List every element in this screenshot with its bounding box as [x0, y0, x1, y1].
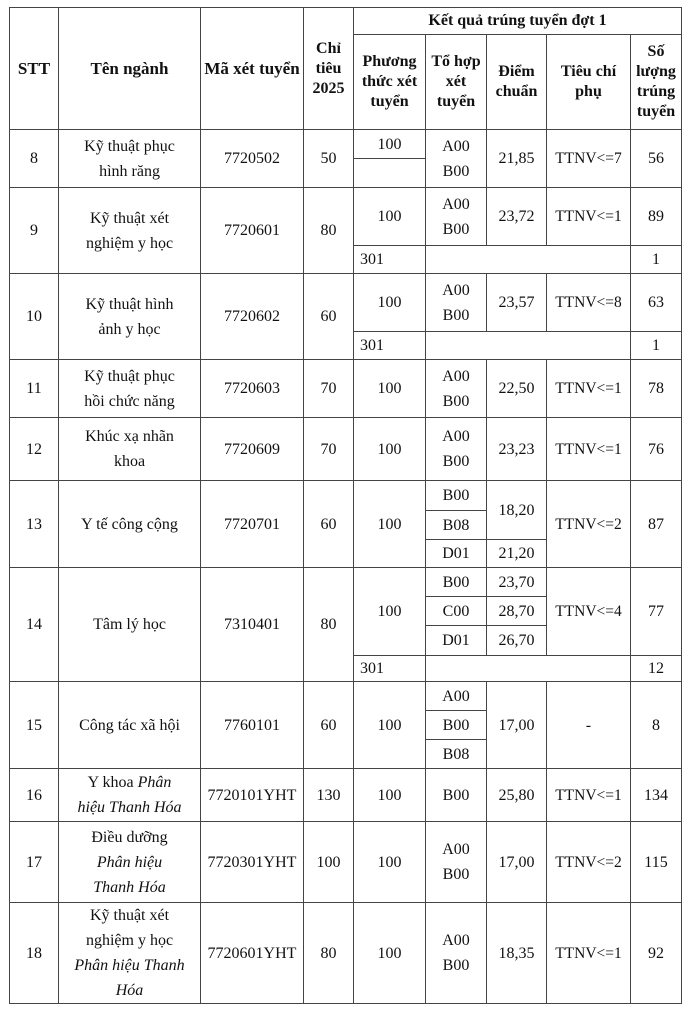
major-name-line: Điều dưỡng — [91, 828, 168, 846]
header-so-luong-line: lượng — [636, 63, 676, 80]
cell-combo: B00 — [426, 481, 487, 511]
cell-method-empty — [354, 159, 426, 188]
cell-criteria: TTNV<=7 — [547, 130, 631, 188]
header-tieu-chi — [547, 35, 631, 130]
cell-admission-code: 7310401 — [201, 568, 304, 682]
combo: B00 — [442, 866, 470, 883]
combo: B00 — [442, 220, 470, 238]
major-name-italic: Phân hiệu Thanh — [74, 957, 185, 974]
cell-quota: 60 — [304, 682, 354, 769]
cell-cutoff-score: 26,70 — [487, 626, 547, 656]
major-name-italic: Thanh Hóa — [93, 878, 166, 896]
cell-quota: 100 — [304, 822, 354, 903]
cell-admitted-extra: 1 — [631, 332, 682, 360]
cell-admission-code: 7720301YHT — [201, 822, 304, 903]
cell-stt: 14 — [10, 568, 59, 682]
cell-cutoff-score: 28,70 — [487, 597, 547, 626]
cell-stt: 10 — [10, 274, 59, 360]
cell-admission-code: 7720603 — [201, 360, 304, 418]
major-name-line: hình răng — [99, 162, 160, 180]
cell-stt: 16 — [10, 769, 59, 822]
cell-cutoff-score: 18,20 — [487, 481, 547, 540]
cell-method: 100 — [354, 822, 426, 903]
cell-combo: B08 — [426, 740, 487, 769]
cell-cutoff-score: 21,85 — [487, 130, 547, 188]
cell-combo: B00 — [426, 568, 487, 597]
combo: B00 — [442, 392, 470, 410]
cell-combos — [426, 274, 487, 332]
cell-admission-code: 7720602 — [201, 274, 304, 360]
cell-combo: B00 — [426, 769, 487, 822]
header-ket-qua: Kết quả trúng tuyển đợt 1 — [354, 8, 682, 35]
cell-admitted: 76 — [631, 418, 682, 481]
cell-method: 100 — [354, 481, 426, 568]
cell-criteria: TTNV<=2 — [547, 822, 631, 903]
cell-admission-code: 7720601YHT — [201, 903, 304, 1004]
combo: A00 — [442, 367, 470, 385]
cell-combos — [426, 360, 487, 418]
cell-combo: B00 — [426, 711, 487, 740]
major-name-line: Kỹ thuật phục — [84, 137, 175, 155]
cell-admitted-extra: 1 — [631, 246, 682, 274]
cell-method: 100 — [354, 769, 426, 822]
combo: A00 — [442, 195, 470, 213]
cell-stt: 17 — [10, 822, 59, 903]
cell-admission-code: 7720701 — [201, 481, 304, 568]
cell-cutoff-score: 25,80 — [487, 769, 547, 822]
major-name-line: Kỹ thuật xét — [89, 907, 170, 924]
major-name-line: Khúc xạ nhãn — [85, 428, 174, 445]
cell-method: 100 — [354, 682, 426, 769]
cell-major-name — [59, 188, 201, 274]
cell-stt: 13 — [10, 481, 59, 568]
header-chi-tieu — [304, 8, 354, 130]
cell-major-name — [59, 822, 201, 903]
cell-admission-code: 7720601 — [201, 188, 304, 274]
cell-major-name — [59, 130, 201, 188]
header-diem-chuan-line: chuẩn — [495, 83, 538, 100]
cell-criteria: TTNV<=1 — [547, 903, 631, 1004]
cell-major-name: Tâm lý học — [59, 568, 201, 682]
cell-quota: 70 — [304, 418, 354, 481]
header-tieu-chi-line: Tiêu chí — [560, 63, 617, 80]
cell-method: 100 — [354, 188, 426, 246]
cell-combo: A00 — [426, 682, 487, 711]
major-name-line — [63, 770, 196, 795]
cell-stt: 15 — [10, 682, 59, 769]
cell-major-name — [59, 418, 201, 481]
cell-admitted: 77 — [631, 568, 682, 656]
combo: A00 — [442, 281, 470, 299]
header-stt: STT — [10, 8, 59, 130]
cell-cutoff-score: 17,00 — [487, 822, 547, 903]
major-name-italic: Phân hiệu — [96, 853, 163, 871]
cell-method-extra: 301 — [354, 656, 426, 682]
cell-combos — [426, 903, 487, 1004]
cell-empty — [426, 332, 631, 360]
cell-admission-code: 7720101YHT — [201, 769, 304, 822]
cell-cutoff-score: 23,70 — [487, 568, 547, 597]
header-diem-chuan — [487, 35, 547, 130]
cell-method-extra: 301 — [354, 332, 426, 360]
cell-admitted: 78 — [631, 360, 682, 418]
cell-admitted: 92 — [631, 903, 682, 1004]
combo: A00 — [442, 428, 470, 445]
cell-criteria: TTNV<=1 — [547, 188, 631, 246]
cell-quota: 80 — [304, 568, 354, 682]
cell-method: 100 — [354, 568, 426, 656]
cell-criteria: TTNV<=4 — [547, 568, 631, 656]
combo: B00 — [442, 162, 470, 180]
header-phuong-thuc-line: Phương — [362, 53, 417, 70]
header-to-hop-line: tuyển — [436, 93, 476, 110]
cell-stt: 12 — [10, 418, 59, 481]
cell-criteria: TTNV<=2 — [547, 481, 631, 568]
major-name-line: Kỹ thuật xét — [89, 209, 170, 227]
cell-quota: 70 — [304, 360, 354, 418]
cell-stt: 11 — [10, 360, 59, 418]
cell-quota: 60 — [304, 481, 354, 568]
cell-major-name — [59, 769, 201, 822]
admission-results-table — [9, 7, 682, 1004]
cell-method: 100 — [354, 130, 426, 159]
cell-admitted: 56 — [631, 130, 682, 188]
major-name-line: Kỹ thuật phục — [84, 367, 175, 385]
major-name-line: nghiệm y học — [85, 932, 174, 949]
major-name-line: ảnh y học — [98, 320, 161, 338]
cell-method-extra: 301 — [354, 246, 426, 274]
header-ma-xet-tuyen: Mã xét tuyển — [201, 8, 304, 130]
cell-major-name — [59, 903, 201, 1004]
cell-quota: 130 — [304, 769, 354, 822]
cell-combo: B08 — [426, 511, 487, 540]
cell-quota: 80 — [304, 903, 354, 1004]
major-name-italic: Phân — [137, 774, 172, 791]
header-phuong-thuc-line: thức xét — [361, 73, 418, 90]
cell-cutoff-score: 17,00 — [487, 682, 547, 769]
header-to-hop — [426, 35, 487, 130]
combo: B00 — [442, 957, 470, 974]
cell-combos — [426, 418, 487, 481]
major-name-italic: Hóa — [115, 982, 144, 999]
cell-cutoff-score: 23,57 — [487, 274, 547, 332]
cell-admission-code: 7760101 — [201, 682, 304, 769]
major-name-line: Kỹ thuật hình — [85, 295, 174, 313]
cell-admitted: 8 — [631, 682, 682, 769]
cell-method: 100 — [354, 274, 426, 332]
cell-admission-code: 7720609 — [201, 418, 304, 481]
cell-major-name — [59, 274, 201, 360]
major-name-line: hồi chức năng — [84, 392, 175, 410]
cell-admitted: 115 — [631, 822, 682, 903]
combo: A00 — [442, 932, 470, 949]
cell-admission-code: 7720502 — [201, 130, 304, 188]
cell-admitted-extra: 12 — [631, 656, 682, 682]
combo: B00 — [442, 306, 470, 324]
cell-combo: D01 — [426, 540, 487, 568]
cell-method: 100 — [354, 903, 426, 1004]
header-phuong-thuc-line: tuyển — [370, 93, 409, 110]
cell-major-name — [59, 360, 201, 418]
cell-method: 100 — [354, 360, 426, 418]
header-ten-nganh: Tên ngành — [59, 8, 201, 130]
cell-criteria: - — [547, 682, 631, 769]
header-to-hop-line: Tổ hợp — [431, 53, 481, 70]
cell-combos — [426, 188, 487, 246]
cell-cutoff-score: 23,23 — [487, 418, 547, 481]
cell-cutoff-score: 18,35 — [487, 903, 547, 1004]
cell-admitted: 63 — [631, 274, 682, 332]
cell-major-name: Y tế công cộng — [59, 481, 201, 568]
cell-quota: 80 — [304, 188, 354, 274]
header-tieu-chi-line: phụ — [575, 83, 602, 100]
header-so-luong — [631, 35, 682, 130]
header-phuong-thuc — [354, 35, 426, 130]
header-chi-tieu-line: Chỉ — [316, 39, 341, 57]
cell-combo: C00 — [426, 597, 487, 626]
cell-quota: 60 — [304, 274, 354, 360]
cell-stt: 18 — [10, 903, 59, 1004]
cell-cutoff-score: 23,72 — [487, 188, 547, 246]
header-so-luong-line: tuyển — [636, 103, 676, 120]
cell-cutoff-score: 22,50 — [487, 360, 547, 418]
cell-major-name: Công tác xã hội — [59, 682, 201, 769]
cell-criteria: TTNV<=1 — [547, 418, 631, 481]
cell-empty — [426, 656, 631, 682]
header-chi-tieu-line: tiêu — [315, 59, 342, 77]
cell-method: 100 — [354, 418, 426, 481]
cell-combo: D01 — [426, 626, 487, 656]
combo: B00 — [442, 453, 470, 470]
cell-quota: 50 — [304, 130, 354, 188]
combo: A00 — [442, 841, 470, 858]
header-so-luong-line: trúng — [636, 83, 676, 100]
cell-stt: 8 — [10, 130, 59, 188]
cell-empty — [426, 246, 631, 274]
cell-combos — [426, 130, 487, 188]
cell-admitted: 89 — [631, 188, 682, 246]
major-name-italic: hiệu Thanh Hóa — [77, 799, 182, 816]
header-so-luong-line: Số — [647, 43, 665, 60]
header-diem-chuan-line: Điểm — [498, 63, 535, 80]
header-to-hop-line: xét — [445, 73, 467, 90]
cell-cutoff-score: 21,20 — [487, 540, 547, 568]
cell-criteria: TTNV<=1 — [547, 769, 631, 822]
cell-combos — [426, 822, 487, 903]
major-name-plain: Y khoa — [87, 774, 138, 791]
header-chi-tieu-line: 2025 — [312, 79, 345, 97]
cell-stt: 9 — [10, 188, 59, 274]
cell-criteria: TTNV<=8 — [547, 274, 631, 332]
combo: A00 — [442, 137, 470, 155]
major-name-line: khoa — [113, 453, 146, 470]
major-name-line: nghiệm y học — [85, 234, 174, 252]
cell-criteria: TTNV<=1 — [547, 360, 631, 418]
cell-admitted: 134 — [631, 769, 682, 822]
cell-admitted: 87 — [631, 481, 682, 568]
